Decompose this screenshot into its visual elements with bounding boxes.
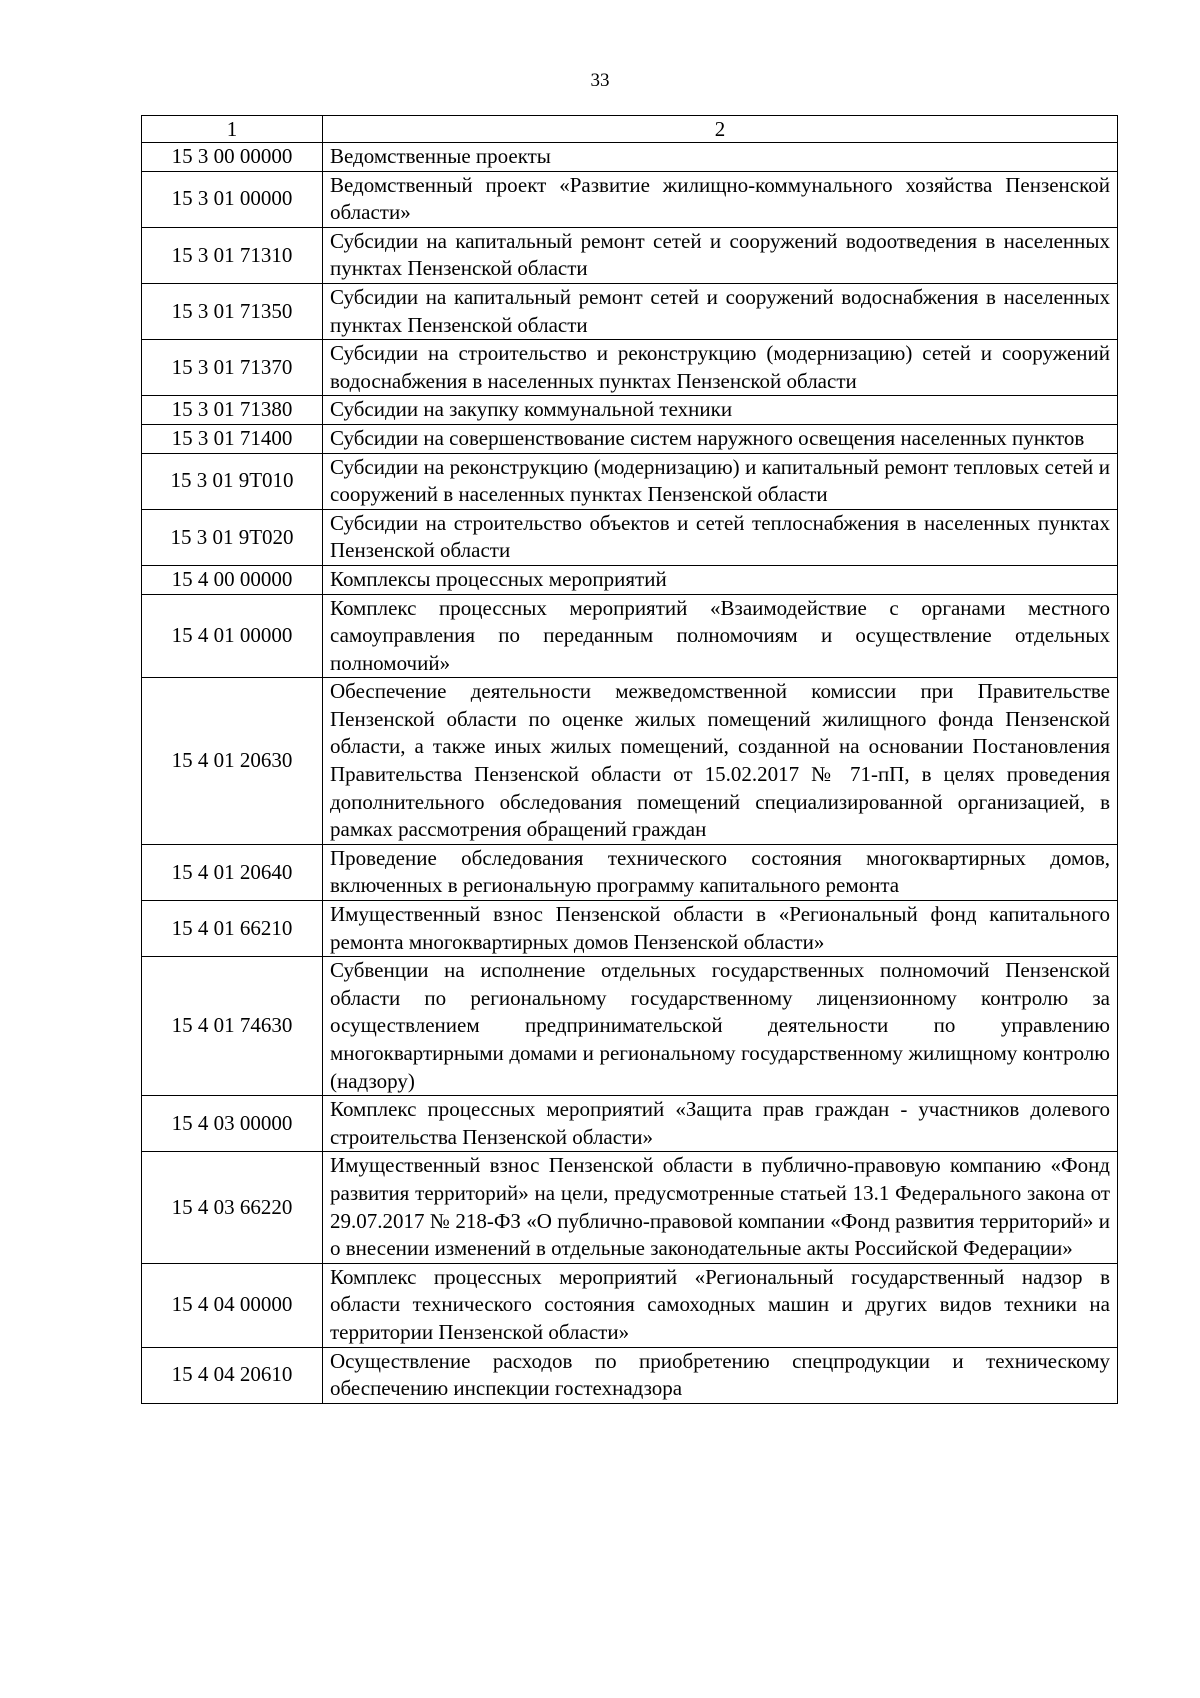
table-row: [142, 1152, 1118, 1263]
table-row: [142, 565, 1118, 594]
table-row: [142, 594, 1118, 678]
row-code: 15 3 01 9Т010: [142, 453, 323, 509]
row-name: Ведомственные проекты: [323, 143, 1118, 172]
row-code: 15 4 01 20630: [142, 678, 323, 845]
table-row: [142, 283, 1118, 339]
row-code: 15 4 01 74630: [142, 957, 323, 1096]
row-name: Имущественный взнос Пензенской области в «Региональный фонд капитального ремонта многоквартирных домов Пензенской области»: [323, 901, 1118, 957]
row-name: Субсидии на капитальный ремонт сетей и сооружений водоотведения в населенных пунктах Пензенской области: [323, 227, 1118, 283]
budget-classification-table: [141, 115, 1118, 1404]
table-row: [142, 453, 1118, 509]
table-row: [142, 844, 1118, 900]
row-code: 15 3 01 71370: [142, 340, 323, 396]
table-body: [142, 116, 1118, 1404]
row-name: Комплексы процессных мероприятий: [323, 565, 1118, 594]
table-row: [142, 1263, 1118, 1347]
row-code: 15 3 01 71350: [142, 283, 323, 339]
row-name: Обеспечение деятельности межведомственной комиссии при Правительстве Пензенской области по оценке жилых помещений жилищного фонда Пензенской области, а также иных жилых помещений, созданной на основании Постановления Правительства Пензенской области от 15.02.2017 № 71-пП, в целях проведения дополнительного обследования помещений специализированной организацией, в рамках рассмотрения обращений граждан: [323, 678, 1118, 845]
table-row: [142, 1096, 1118, 1152]
row-name: Субсидии на реконструкцию (модернизацию) и капитальный ремонт тепловых сетей и сооружений в населенных пунктах Пензенской области: [323, 453, 1118, 509]
page-number: 33: [590, 70, 610, 91]
header-column-1: 1: [142, 116, 323, 143]
row-code: 15 4 01 66210: [142, 901, 323, 957]
table-header-row: [142, 116, 1118, 143]
table-row: [142, 143, 1118, 172]
table-row: [142, 509, 1118, 565]
row-code: 15 3 01 71400: [142, 424, 323, 453]
row-code: 15 4 03 00000: [142, 1096, 323, 1152]
row-name: Имущественный взнос Пензенской области в публично-правовую компанию «Фонд развития территорий» на цели, предусмотренные статьей 13.1 Федерального закона от 29.07.2017 № 218-ФЗ «О публично-правовой компании «Фонд развития территорий» и о внесении изменений в отдельные законодательные акты Российской Федерации»: [323, 1152, 1118, 1263]
table-row: [142, 424, 1118, 453]
table-row: [142, 340, 1118, 396]
row-name: Осуществление расходов по приобретению спецпродукции и техническому обеспечению инспекции гостехнадзора: [323, 1347, 1118, 1403]
table-row: [142, 1347, 1118, 1403]
row-code: 15 3 01 00000: [142, 171, 323, 227]
row-name: Комплекс процессных мероприятий «Региональный государственный надзор в области технического состояния самоходных машин и других видов техники на территории Пензенской области»: [323, 1263, 1118, 1347]
row-code: 15 4 03 66220: [142, 1152, 323, 1263]
row-name: Комплекс процессных мероприятий «Взаимодействие с органами местного самоуправления по переданным полномочиям и осуществление отдельных полномочий»: [323, 594, 1118, 678]
row-code: 15 3 01 71310: [142, 227, 323, 283]
row-code: 15 3 01 9Т020: [142, 509, 323, 565]
row-code: 15 4 01 00000: [142, 594, 323, 678]
table-row: [142, 227, 1118, 283]
row-code: 15 4 01 20640: [142, 844, 323, 900]
table-row: [142, 396, 1118, 425]
row-code: 15 3 01 71380: [142, 396, 323, 425]
row-code: 15 4 04 00000: [142, 1263, 323, 1347]
table-row: [142, 171, 1118, 227]
row-name: Субсидии на строительство объектов и сетей теплоснабжения в населенных пунктах Пензенской области: [323, 509, 1118, 565]
table-row: [142, 901, 1118, 957]
row-name: Субсидии на закупку коммунальной техники: [323, 396, 1118, 425]
row-code: 15 3 00 00000: [142, 143, 323, 172]
table-row: [142, 678, 1118, 845]
header-column-2: 2: [323, 116, 1118, 143]
row-name: Субсидии на совершенствование систем наружного освещения населенных пунктов: [323, 424, 1118, 453]
row-name: Комплекс процессных мероприятий «Защита прав граждан - участников долевого строительства Пензенской области»: [323, 1096, 1118, 1152]
row-name: Ведомственный проект «Развитие жилищно-коммунального хозяйства Пензенской области»: [323, 171, 1118, 227]
table-row: [142, 957, 1118, 1096]
row-code: 15 4 00 00000: [142, 565, 323, 594]
row-name: Проведение обследования технического состояния многоквартирных домов, включенных в региональную программу капитального ремонта: [323, 844, 1118, 900]
row-name: Субсидии на капитальный ремонт сетей и сооружений водоснабжения в населенных пунктах Пензенской области: [323, 283, 1118, 339]
row-code: 15 4 04 20610: [142, 1347, 323, 1403]
row-name: Субвенции на исполнение отдельных государственных полномочий Пензенской области по региональному государственному лицензионному контролю за осуществлением предпринимательской деятельности по управлению многоквартирными домами и региональному государственному жилищному контролю (надзору): [323, 957, 1118, 1096]
row-name: Субсидии на строительство и реконструкцию (модернизацию) сетей и сооружений водоснабжения в населенных пунктах Пензенской области: [323, 340, 1118, 396]
